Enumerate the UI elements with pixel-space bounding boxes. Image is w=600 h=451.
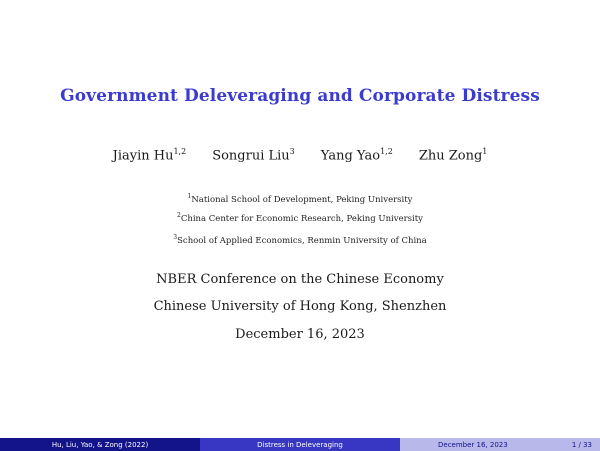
author-affiliation-marker: 1	[482, 147, 488, 156]
affiliation-text: China Center for Economic Research, Peking University	[180, 213, 423, 224]
footer-title-text: Distress in Deleveraging	[257, 440, 343, 449]
author-4	[419, 147, 488, 163]
footer-authors-text: Hu, Liu, Yao, & Zong (2022)	[51, 440, 149, 449]
author-2	[212, 147, 295, 163]
author-1	[113, 147, 187, 163]
author-list	[0, 147, 600, 163]
footer-authors	[0, 438, 200, 451]
affiliation-2	[0, 212, 600, 224]
affiliation-marker: 2	[177, 212, 181, 219]
slide-title: Government Deleveraging and Corporate Distress	[60, 86, 540, 106]
footer-date: December 16, 2023	[438, 440, 508, 449]
footline	[0, 438, 600, 451]
affiliation-3	[0, 234, 600, 246]
author-name: Jiayin Hu	[112, 148, 174, 164]
affiliation-marker: 1	[187, 193, 192, 200]
footer-page-number: 1 / 33	[571, 440, 592, 449]
footer-title	[200, 438, 400, 451]
affiliation-1	[0, 193, 600, 205]
author-affiliation-marker: 1,2	[380, 147, 393, 156]
presentation-date: December 16, 2023	[235, 327, 365, 342]
affiliation-text: National School of Development, Peking University	[191, 194, 413, 205]
conference-name: NBER Conference on the Chinese Economy	[156, 272, 444, 287]
affiliation-marker: 3	[173, 234, 178, 241]
author-3	[321, 147, 393, 163]
affiliation-text: School of Applied Economics, Renmin University of China	[177, 235, 427, 246]
footer-date-page	[400, 438, 600, 451]
conference-location: Chinese University of Hong Kong, Shenzhen	[153, 299, 447, 314]
author-name: Zhu Zong	[418, 148, 483, 164]
author-affiliation-marker: 1,2	[173, 147, 187, 156]
author-name: Songrui Liu	[212, 148, 290, 164]
author-name: Yang Yao	[320, 148, 381, 164]
author-affiliation-marker: 3	[289, 147, 295, 156]
